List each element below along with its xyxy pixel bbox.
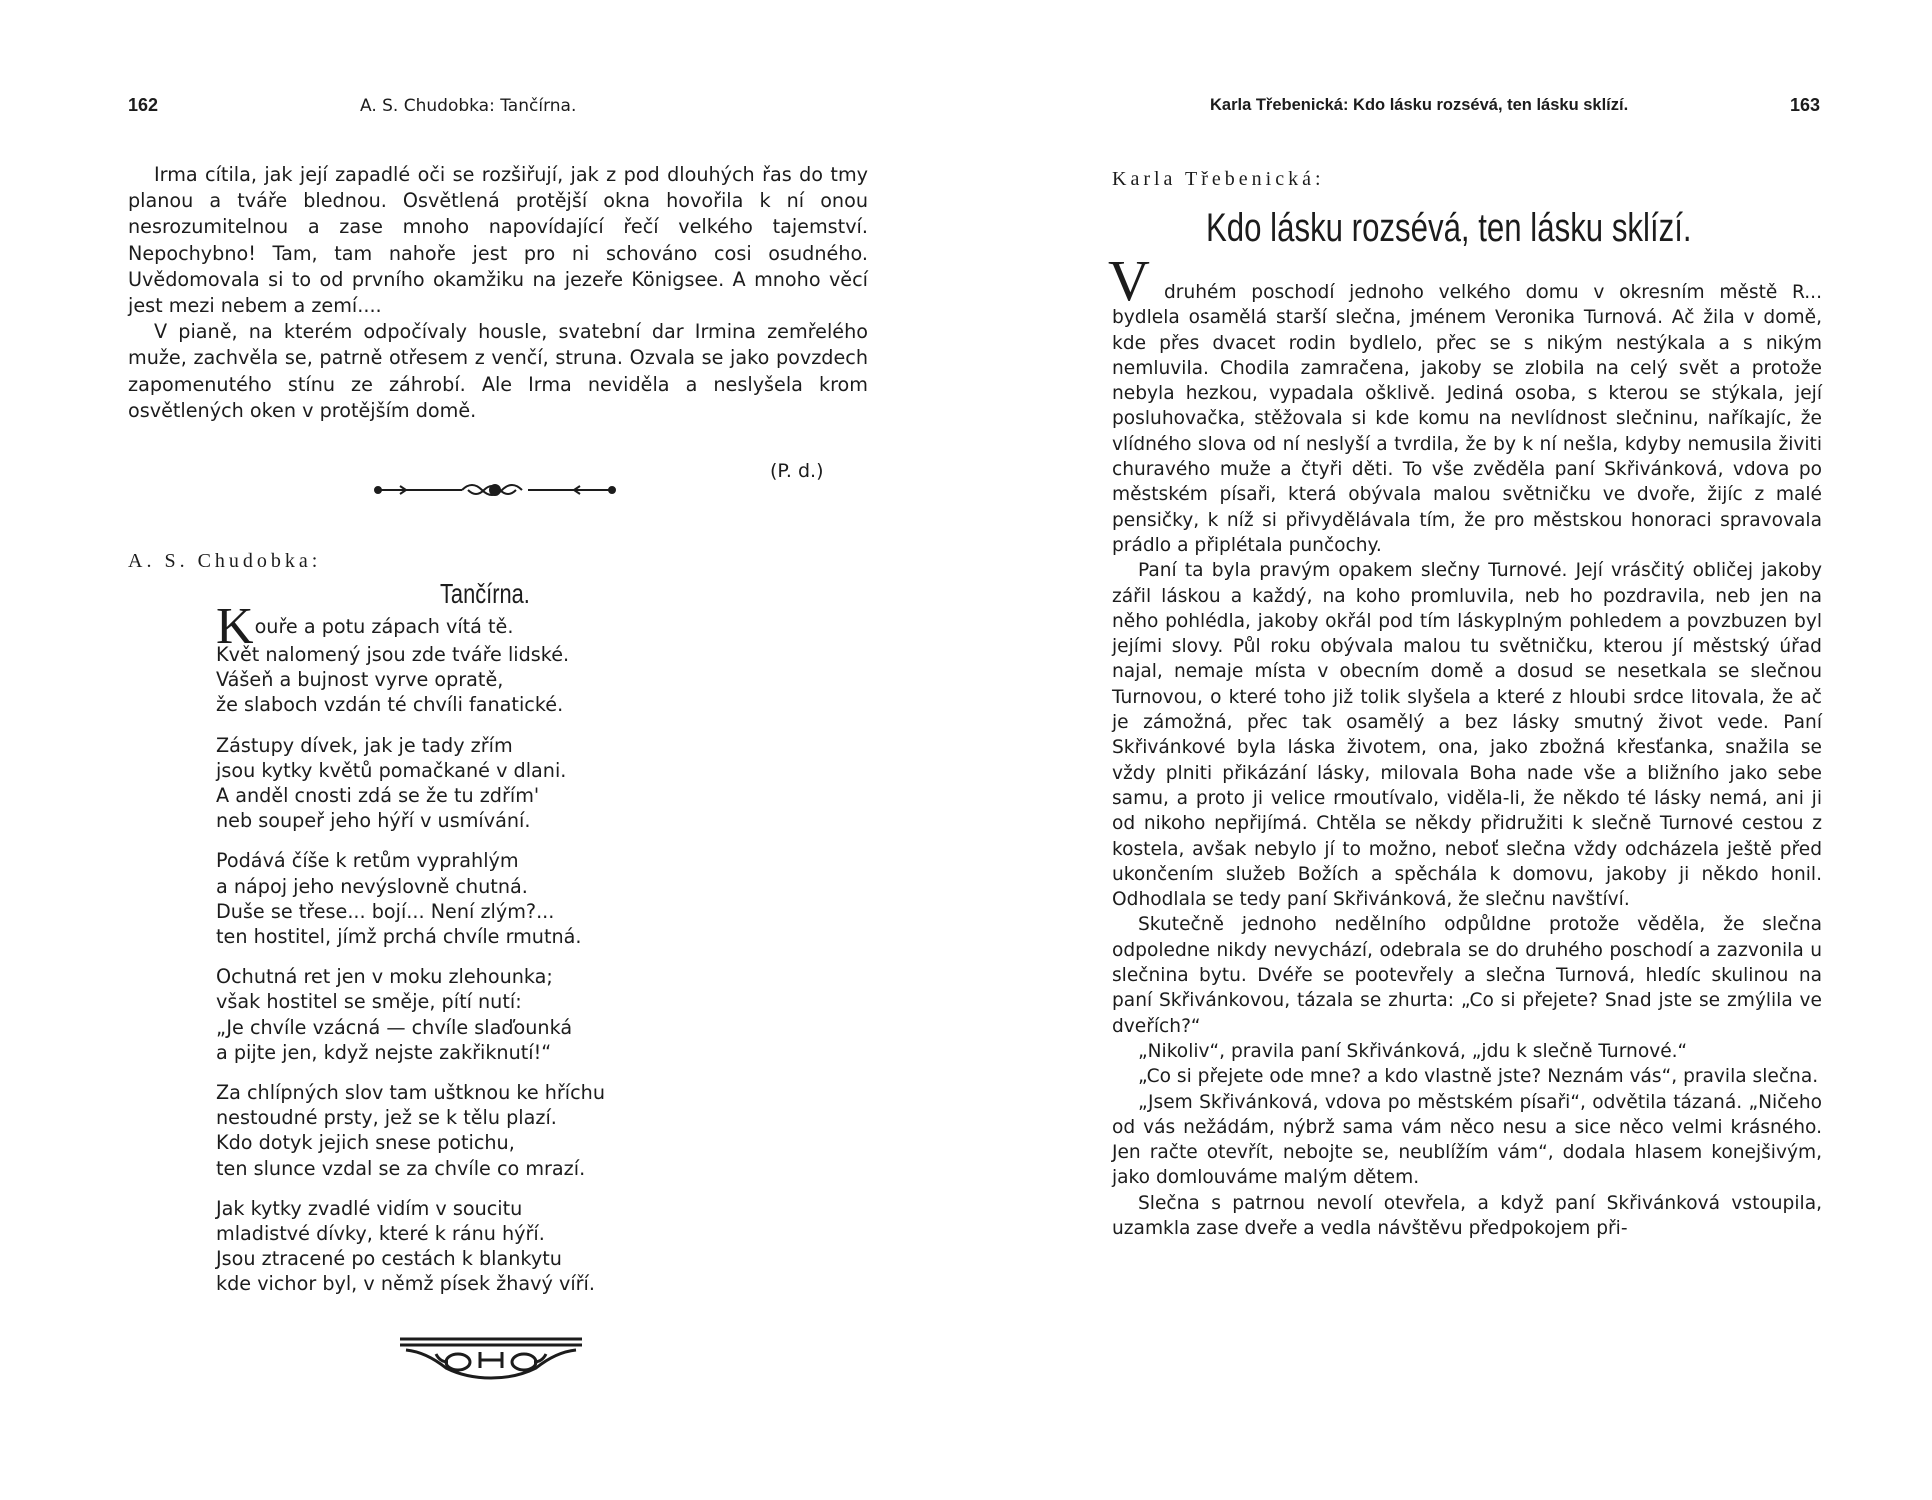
story-title: Kdo lásku rozsévá, ten lásku sklízí. [1206, 206, 1692, 250]
verse-line: Jak kytky zvadlé vidím v soucitu [216, 1196, 523, 1220]
poem-title: Tančírna. [440, 578, 530, 609]
poem-author: A. S. Chudobka: [128, 550, 322, 572]
story-author: Karla Třebenická: [1112, 168, 1325, 190]
to-be-continued: (P. d.) [770, 460, 824, 482]
verse-line: a nápoj jeho nevýslovně chutná. [216, 874, 528, 898]
paragraph: Slečna s patrnou nevolí otevřela, a když paní Skřivánková vstoupila, uzamkla zase dveře a vedla návštěvu předpokojem při- [1112, 1192, 1822, 1239]
verse-line: Ochutná ret jen v moku zlehounka; [216, 965, 553, 989]
verse-line: však hostitel se směje, pítí nutí: [216, 990, 522, 1014]
paragraph: Irma cítila, jak její zapadlé oči se rozšiřují, jak z pod dlouhých řas do tmy planou a tváře blednou. Osvětlená protější okna hovořila k ní onou nesrozumitelnou a zase mnoho napovídající řečí velkého tajemství. Nepochybno! Tam, tam nahoře jest pro ni schováno cosi osudného. Uvědomovala si to od prvního okamžiku na jezeře Königsee. A mnoho věcí jest mezi nebem a zemí.... [128, 163, 868, 318]
verse-line: kde vichor byl, v němž písek žhavý víří. [216, 1272, 595, 1296]
prose-continuation [128, 162, 868, 424]
stanza [216, 848, 756, 949]
verse-line: ten hostitel, jímž prchá chvíle rmutná. [216, 925, 582, 949]
verse-line: a pijte jen, když nejste zakřiknutí!“ [216, 1040, 552, 1064]
story-body [1112, 280, 1822, 1241]
stanza [216, 598, 756, 718]
page-number: 162 [128, 95, 159, 115]
verse-line: „Je chvíle vzácná — chvíle slaďounká [216, 1015, 573, 1039]
stanza [216, 1080, 756, 1181]
verse-line: A anděl cnosti zdá se že tu zdřím' [216, 784, 540, 808]
verse-line: že slaboch vzdán té chvíli fanatické. [216, 693, 564, 717]
poem [216, 598, 756, 1312]
verse-line: Jsou ztracené po cestách k blankytu [216, 1247, 562, 1271]
verse-line: Květ nalomený jsou zde tváře lidské. [216, 643, 570, 666]
stanza [216, 964, 756, 1065]
paragraph: V pianě, na kterém odpočívaly housle, svatební dar Irmina zemřelého muže, zachvěla se, patrně otřesem z venčí, struna. Ozvala se jako povzdech zapomenutého stínu ze záhrobí. Ale Irma neviděla a neslyšela krom osvětlených oken v protějším domě. [128, 320, 868, 422]
verse-line: Za chlípných slov tam uštknou ke hříchu [216, 1081, 606, 1105]
paragraph: „Jsem Skřivánková, vdova po městském písaři“, odvětila tázaná. „Ničeho od vás nežádám, nýbrž sama vám něco nesu a sice něco velmi krásného. Jen račte otevřít, nebojte se, neublížím vám“, dodala hlasem konejšivým, jako domlouváme malým dětem. [1112, 1091, 1822, 1189]
verse-line: ten slunce vzdal se za chvíle co mrazí. [216, 1156, 586, 1180]
verse-line: Duše se třese... bojí... Není zlým?... [216, 899, 555, 923]
paragraph: „Nikoliv“, pravila paní Skřivánková, „jdu k slečně Turnové.“ [1138, 1040, 1688, 1062]
verse-line: nestoudné prsty, jež se k tělu plazí. [216, 1106, 557, 1130]
paragraph: Skutečně jednoho nedělního odpůldne protože věděla, že slečna odpoledne nikdy nevychází, odebrala se do druhého poschodí a zazvonila u slečnina bytu. Dvéře se pootevřely a slečna Turnová, hledíc skulinou na paní Skřivánkovou, tázala se zhurta: „Co si přejete? Snad jste se zmýlila ve dveřích?“ [1112, 914, 1822, 1037]
verse-line: Zástupy dívek, jak je tady zřím [216, 733, 513, 757]
stanza [216, 1196, 756, 1297]
divider-ornament-icon [370, 478, 620, 502]
verse-line: neb soupeř jeho hýří v usmívání. [216, 809, 531, 833]
left-page [0, 0, 960, 1500]
verse-line: Kdo dotyk jejich snese potichu, [216, 1131, 515, 1155]
paragraph: Paní ta byla pravým opakem slečny Turnové. Její vrásčitý obličej jakoby zářil láskou a každý, na koho promluvila, neb ho pozdravila, neb jen na něho pohlédla, jakoby okřál pod tím láskyplným pohledem a povzbuzen byl jejími slovy. Půl roku obývala malou tu světničku, kterou jí městský úřad najal, nemaje místa v obecním domě a dosud se nesetkala se slečnou Turnovou, o které toho již tolik slyšela a které z hloubi srdce litovala, že ač je zámožná, přec tak osamělý a bez lásky smutný život vede. Paní Skřivánkové byla láska životem, ona, jako zbožná křesťanka, snažila se vždy plniti přikázání lásky, milovala Boha nade vše a bližního jako sebe samu, a proto ji velice rmoutívalo, viděla-li, že někdo té lásky nemá, ani ji od nikoho nepřijímá. Chtěla se někdy přidružiti k slečně Turnové cestou z kostela, avšak nebylo jí to možno, neboť slečna vždy odcházela ještě před ukončením služeb Božích a spěchála k domovu, jakoby ji někdo honil. Odhodlala se tedy paní Skřivánková, že slečnu navštíví. [1112, 560, 1822, 911]
drop-cap: K [216, 598, 254, 655]
paragraph: druhém poschodí jednoho velkého domu v okresním městě R... bydlela osamělá starší slečna, jménem Veronika Turnová. Ač žila v domě, kde přes dvacet rodin bydlelo, přec se s nikým nestýkala a s nikým nemluvila. Chodila zamračena, jakoby se zlobila na celý svět a protože nebyla hezkou, vypadala ošklivě. Jediná osoba, s kterou se stýkala, její posluhovačka, stěžovala si kde komu na nevlídnost slečninu, naříkajíc, že vlídného slova od ní neslyší a tvrdila, že by k ní nešla, kdyby nemusila živiti churavého muže a čtyři děti. To vše zvěděla paní Skřivánková, vdova po městském písaři, která obývala malou světničku ve dvoře, žijíc z malé pensičky, k níž si přivydělávala tím, že pro městskou honoraci spravovala prádlo a připlétala punčochy. [1112, 282, 1822, 556]
page-number: 163 [1790, 95, 1821, 115]
verse-line: Vášeň a bujnost vyrve opratě, [216, 668, 504, 692]
verse-line: Podává číše k retům vyprahlým [216, 849, 519, 873]
paragraph: „Co si přejete ode mne? a kdo vlastně jste? Neznám vás“, pravila slečna. [1138, 1066, 1819, 1088]
drop-cap: V [1108, 248, 1150, 313]
stanza [216, 733, 756, 834]
verse-line: mladistvé dívky, které k ránu hýří. [216, 1222, 545, 1246]
running-head: Karla Třebenická: Kdo lásku rozsévá, ten lásku sklízí. [1210, 96, 1629, 114]
verse-line: Kouře a potu zápach vítá tě. [216, 598, 514, 655]
tailpiece-ornament-icon [396, 1334, 586, 1382]
verse-line: jsou kytky květů pomačkané v dlani. [216, 758, 567, 782]
running-head: A. S. Chudobka: Tančírna. [360, 96, 577, 116]
